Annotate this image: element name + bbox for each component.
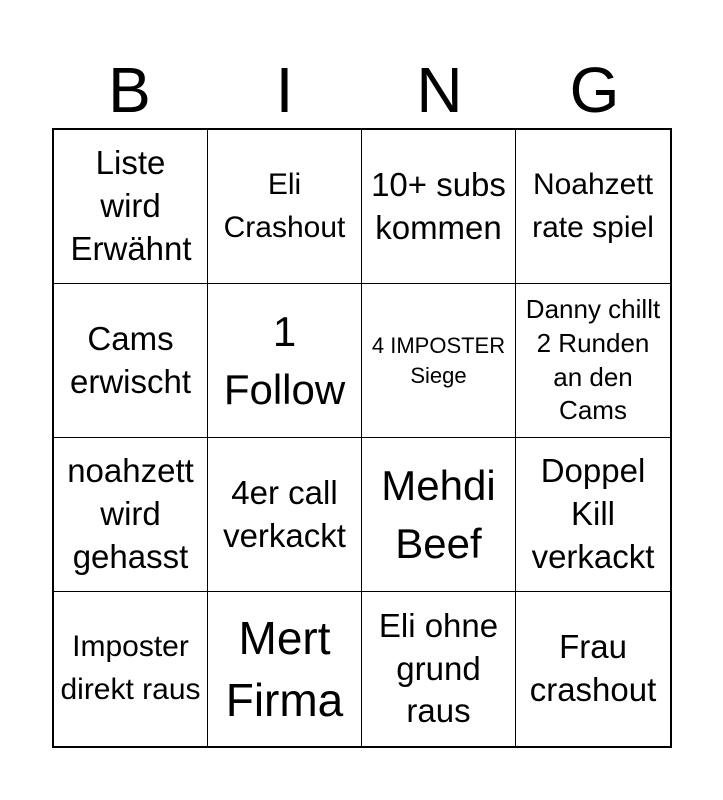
- bingo-cell[interactable]: [362, 438, 516, 592]
- bingo-board: [52, 128, 672, 748]
- cell-text: Eli ohne grund raus: [378, 606, 499, 730]
- bingo-cell[interactable]: [208, 592, 362, 746]
- bingo-cell[interactable]: [516, 284, 670, 438]
- bingo-cell[interactable]: [362, 284, 516, 438]
- cell-text: Danny chillt 2 Runden an den Cams: [525, 293, 661, 426]
- cell-text: 10+ subs kommen: [371, 165, 506, 246]
- bingo-cell[interactable]: [516, 592, 670, 746]
- bingo-cell[interactable]: [208, 130, 362, 284]
- cell-text: Doppel Kill verkackt: [531, 452, 655, 575]
- header-letter-n: N: [416, 54, 463, 126]
- cell-text: noahzett wird gehasst: [67, 452, 194, 575]
- bingo-cell[interactable]: [54, 438, 208, 592]
- bingo-cell[interactable]: [54, 284, 208, 438]
- bingo-cell[interactable]: [208, 438, 362, 592]
- bingo-cell[interactable]: [54, 592, 208, 746]
- cell-text: Frau crashout: [529, 628, 657, 708]
- cell-text: Eli Crashout: [223, 167, 346, 244]
- cell-text: 1 Follow: [223, 307, 346, 413]
- cell-text: Mehdi Beef: [381, 461, 496, 567]
- header-letter-g: G: [569, 54, 620, 126]
- cell-text: Imposter direkt raus: [60, 630, 201, 706]
- cell-text: Mert Firma: [225, 611, 344, 726]
- cell-text: Noahzett rate spiel: [532, 167, 654, 244]
- cell-text: 4er call verkackt: [223, 473, 346, 554]
- cell-text: 4 IMPOSTER Siege: [371, 332, 506, 388]
- bingo-cell[interactable]: [208, 284, 362, 438]
- cell-text: Liste wird Erwähnt: [70, 144, 192, 267]
- bingo-cell[interactable]: [516, 130, 670, 284]
- header-letter-i: I: [275, 54, 294, 126]
- bingo-cell[interactable]: [362, 592, 516, 746]
- header-letter-b: B: [108, 54, 151, 126]
- bingo-cell[interactable]: [516, 438, 670, 592]
- bingo-cell[interactable]: [54, 130, 208, 284]
- bingo-cell[interactable]: [362, 130, 516, 284]
- cell-text: Cams erwischt: [69, 319, 192, 400]
- bingo-header: [52, 52, 672, 128]
